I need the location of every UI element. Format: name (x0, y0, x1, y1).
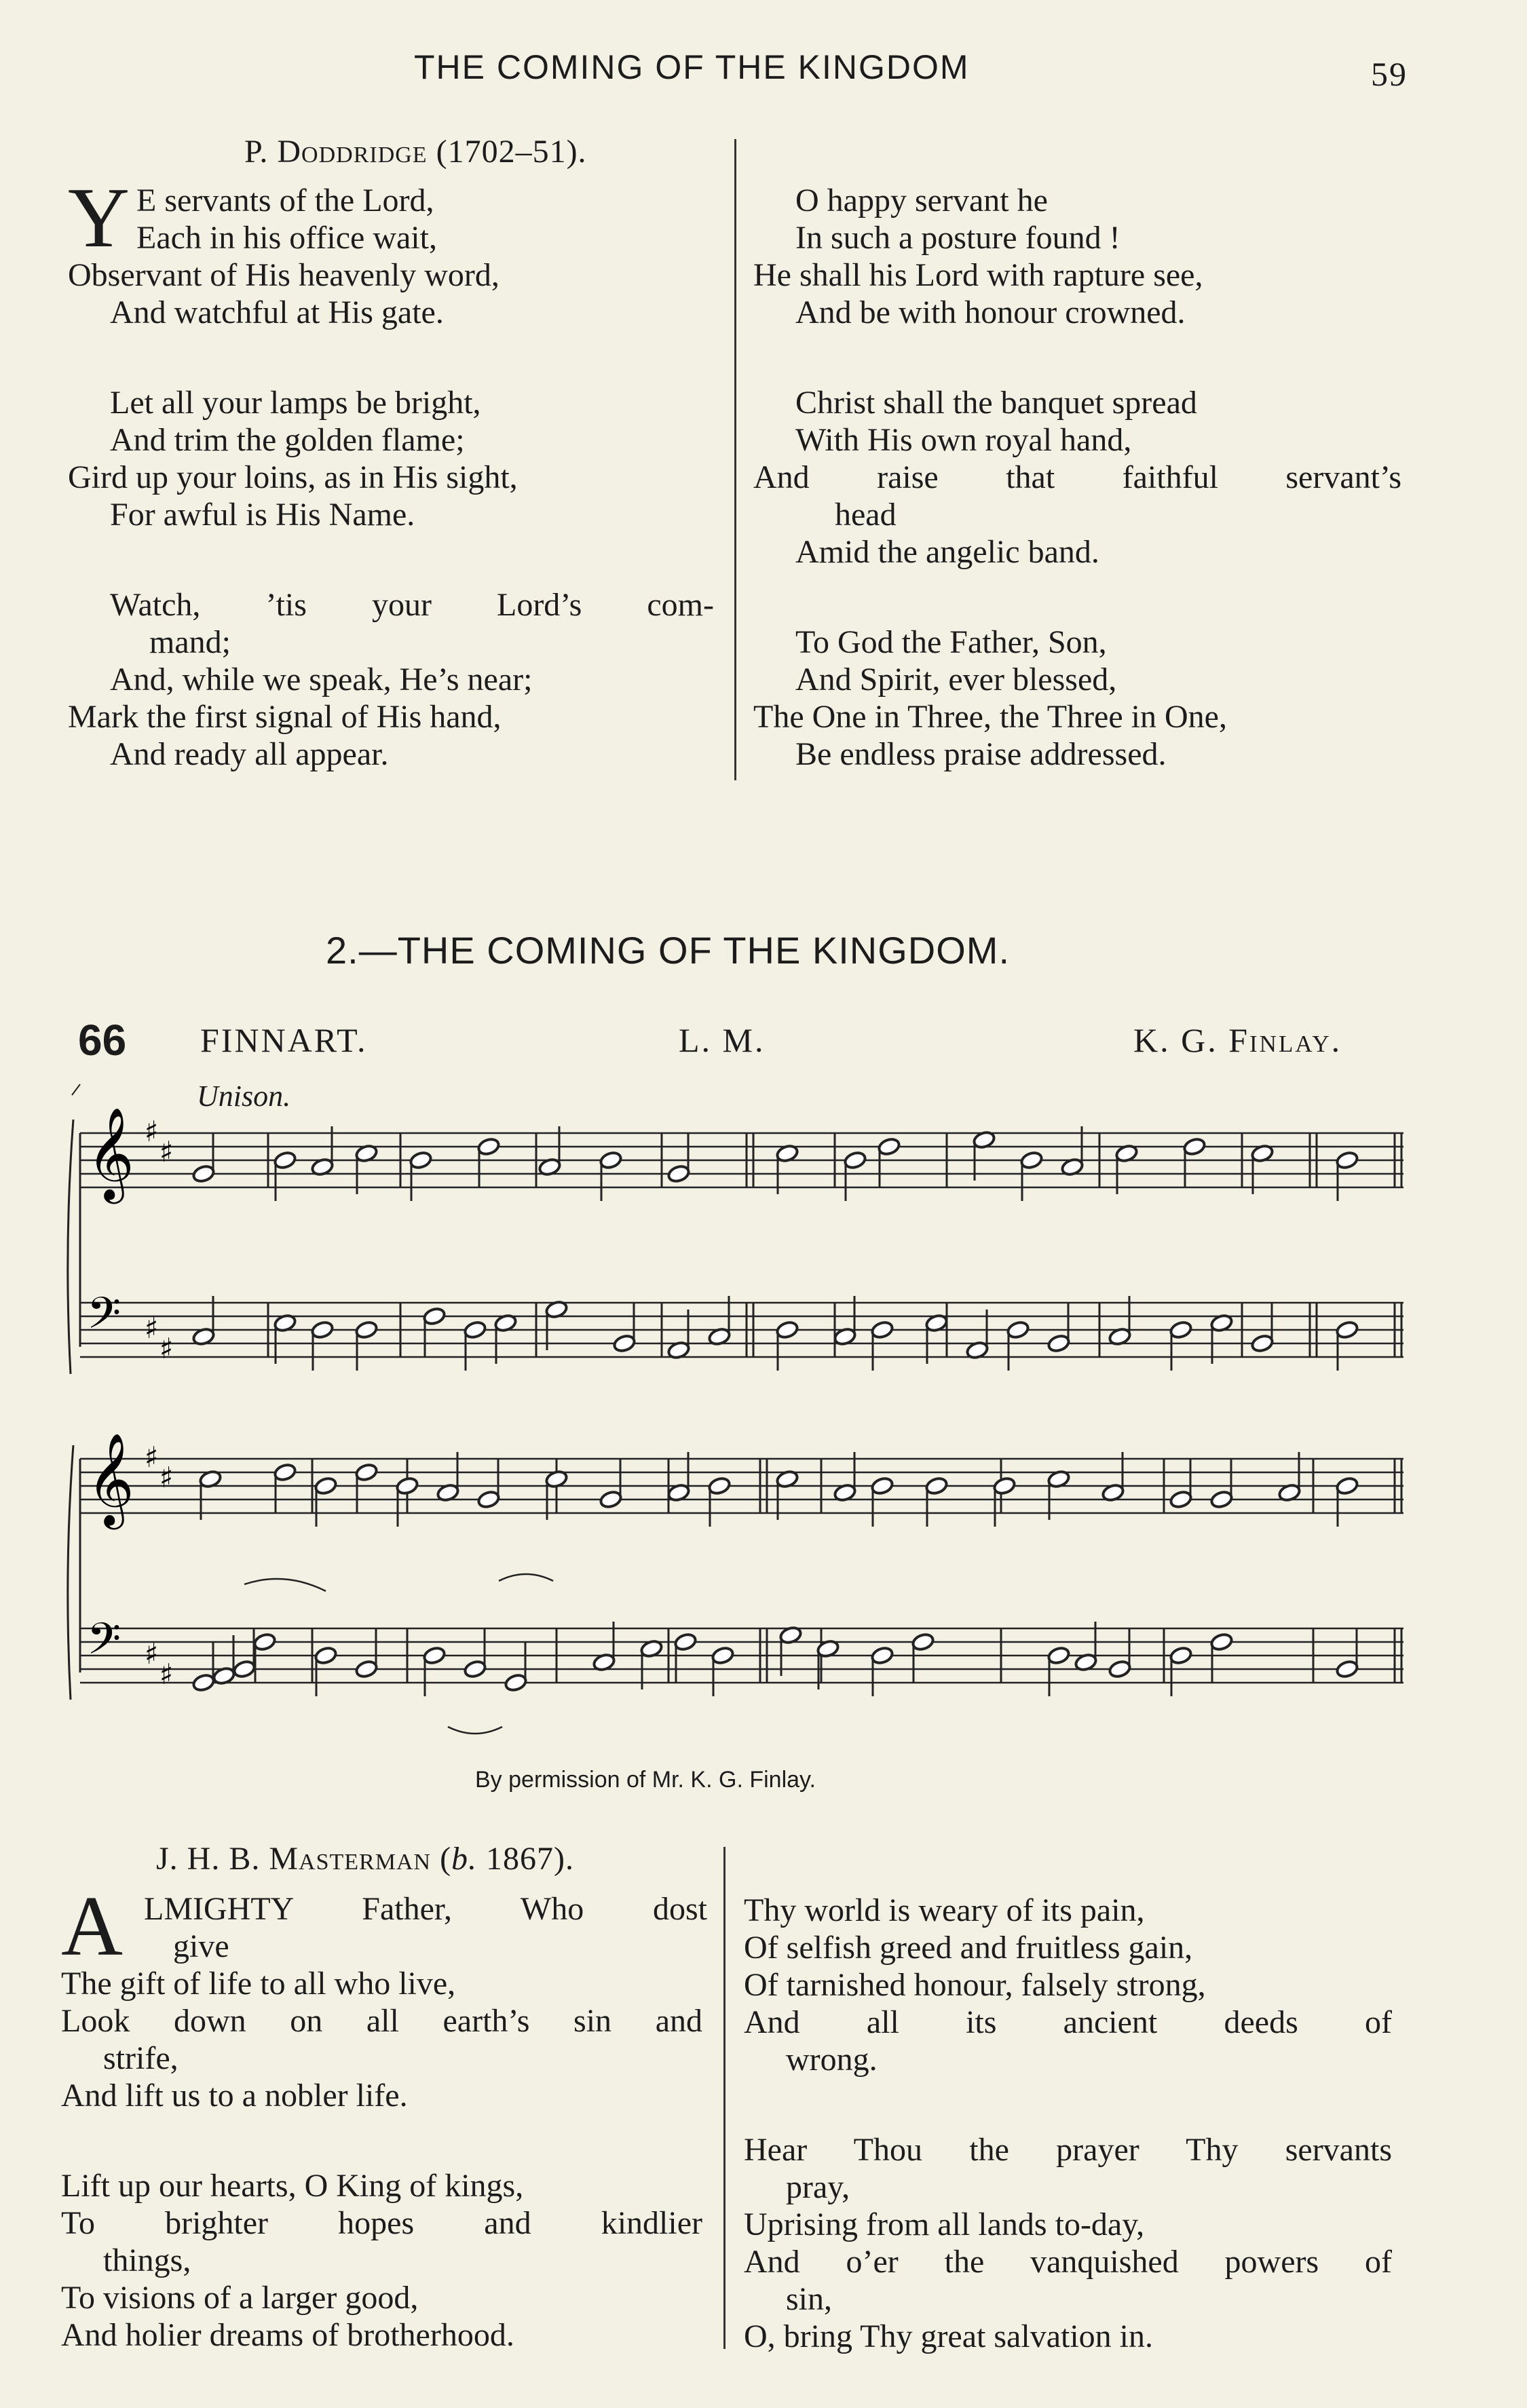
verse-line: Uprising from all lands to-day, (744, 2206, 1145, 2242)
verse-line: And raise that faithful servant’s (753, 459, 1401, 495)
note-head (1169, 1320, 1192, 1339)
hymn1-dropcap: Y (68, 171, 130, 265)
hymn2-dropcap: A (61, 1879, 123, 1974)
hymn2-author-name: J. H. B. Masterman (156, 1841, 432, 1877)
note-head (1006, 1320, 1030, 1339)
verse-line: For awful is His Name. (110, 497, 415, 533)
note-head (911, 1632, 935, 1651)
tie-mark (448, 1727, 502, 1734)
note-head (273, 1150, 297, 1170)
hymn2-author-year: 1867). (486, 1841, 575, 1877)
verse-line: And all its ancient deeds of (744, 2004, 1392, 2040)
note-head (354, 1659, 378, 1679)
note-head (1182, 1136, 1206, 1156)
verse-line: And Spirit, ever blessed, (795, 662, 1117, 697)
treble-clef: 𝄞 (87, 1432, 134, 1525)
note-head (599, 1489, 622, 1509)
key-signature-sharp: ♯ (159, 1135, 174, 1168)
note-head (877, 1136, 901, 1156)
note-head (310, 1320, 334, 1339)
verse-line: Look down on all earth’s sin and (61, 2003, 702, 2039)
note-head (504, 1673, 527, 1692)
verse-line: Of selfish greed and fruitless gain, (744, 1930, 1193, 1966)
verse-line: Watch, ’tis your Lord’s com- (110, 587, 714, 623)
verse-line: O happy servant he (795, 183, 1048, 218)
verse-line: In such a posture found ! (795, 220, 1120, 256)
key-signature-sharp: ♯ (145, 1312, 159, 1345)
hymn1-author-dates: (1702–51). (436, 134, 587, 170)
note-head (354, 1462, 378, 1482)
hymn2-left-column (61, 1879, 707, 2407)
hymn2-author: J. H. B. Masterman (b. 1867). (156, 1841, 575, 1877)
section-heading: 2.—THE COMING OF THE KINGDOM. (326, 929, 1011, 972)
permission-note: By permission of Mr. K. G. Finlay. (475, 1767, 816, 1793)
note-head (422, 1306, 446, 1326)
verse-line: Thy world is weary of its pain, (744, 1892, 1145, 1928)
note-head (599, 1150, 622, 1170)
note-head (870, 1320, 894, 1339)
note-head (1335, 1476, 1359, 1495)
note-head (314, 1645, 337, 1665)
verse-line: And, while we speak, He’s near; (110, 662, 533, 697)
note-head (476, 1136, 500, 1156)
verse-line: And watchful at His gate. (110, 294, 444, 330)
bracket-mark (72, 1084, 80, 1095)
note-head (1335, 1320, 1359, 1339)
verse-line: wrong. (786, 2042, 878, 2078)
note-head (1108, 1659, 1131, 1679)
key-signature-sharp: ♯ (145, 1440, 159, 1474)
verse-line: The gift of life to all who live, (61, 1966, 456, 2002)
verse-line: The One in Three, the Three in One, (753, 699, 1227, 735)
verse-line: Lift up our hearts, O King of kings, (61, 2168, 524, 2204)
note-head (1019, 1150, 1043, 1170)
tie-mark (499, 1574, 553, 1581)
verse-line: And holier dreams of brotherhood. (61, 2317, 514, 2353)
note-head (992, 1476, 1016, 1495)
verse-line: And o’er the vanquished powers of (744, 2244, 1392, 2280)
verse-line: With His own royal hand, (795, 422, 1132, 458)
note-head (354, 1320, 378, 1339)
verse-line: To visions of a larger good, (61, 2280, 419, 2316)
note-head (666, 1164, 690, 1183)
verse-line: To God the Father, Son, (795, 624, 1107, 660)
note-head (463, 1320, 487, 1339)
hymn1-author-name: P. Doddridge (244, 134, 428, 170)
verse-line: Of tarnished honour, falsely strong, (744, 1967, 1206, 2003)
note-head (1250, 1333, 1274, 1353)
key-signature-sharp: ♯ (159, 1332, 174, 1365)
tune-meter: L. M. (679, 1021, 766, 1059)
note-head (1335, 1150, 1359, 1170)
note-head (711, 1645, 734, 1665)
verse-line: Be endless praise addressed. (795, 736, 1167, 772)
verse-line: Observant of His heavenly word, (68, 257, 499, 293)
note-head (273, 1462, 297, 1482)
hymn2-stanza-3 (744, 1892, 1392, 2078)
note-head (409, 1150, 432, 1170)
key-signature-sharp: ♯ (159, 1461, 174, 1494)
note-head (612, 1333, 636, 1353)
performance-direction: Unison. (197, 1079, 291, 1113)
verse-line: And ready all appear. (110, 736, 389, 772)
verse-line: Mark the first signal of His hand, (68, 699, 502, 735)
verse-line: head (835, 497, 897, 533)
verse-line: O, bring Thy great salvation in. (744, 2318, 1153, 2354)
note-head (463, 1659, 487, 1679)
system-brace (68, 1120, 73, 1374)
verse-line: Hear Thou the prayer Thy servants (744, 2132, 1392, 2168)
note-head (1335, 1659, 1359, 1679)
verse-line: mand; (149, 624, 231, 660)
verse-line: Gird up your loins, as in His sight, (68, 459, 518, 495)
verse-line: And be with honour crowned. (795, 294, 1186, 330)
note-head (1209, 1489, 1233, 1509)
column-rule (723, 1847, 725, 2349)
tie-mark (244, 1579, 326, 1591)
hymn2-stanza-4 (744, 2131, 1392, 2355)
hymn2-stanza-2 (61, 2167, 706, 2354)
note-head (191, 1673, 215, 1692)
verse-line: And lift us to a nobler life. (61, 2078, 408, 2114)
hymn-number: 66 (78, 1016, 127, 1065)
note-head (232, 1659, 256, 1679)
treble-clef: 𝄞 (87, 1106, 134, 1200)
note-head (1169, 1489, 1192, 1509)
note-head (843, 1150, 867, 1170)
verse-line: He shall his Lord with rapture see, (753, 257, 1203, 293)
hymn2-right-column (744, 1892, 1392, 2408)
note-head (870, 1645, 894, 1665)
note-head (775, 1320, 799, 1339)
key-signature-sharp: ♯ (159, 1658, 174, 1691)
verse-line: Christ shall the banquet spread (795, 385, 1197, 421)
note-head (1047, 1645, 1070, 1665)
note-head (924, 1476, 948, 1495)
note-head (252, 1632, 276, 1651)
tune-name: FINNART. (200, 1021, 368, 1059)
page-number: 59 (1371, 55, 1408, 93)
verse-line: pray, (786, 2169, 850, 2205)
verse-line: give (173, 1928, 229, 1964)
verse-line: E servants of the Lord, (136, 183, 434, 218)
score-systems (68, 1084, 1403, 1734)
verse-line: LMIGHTY Father, Who dost (144, 1891, 707, 1927)
hymn2-stanza-1 (61, 1879, 707, 2114)
verse-line: Amid the angelic band. (795, 534, 1099, 570)
note-head (422, 1645, 446, 1665)
verse-line: strife, (103, 2040, 178, 2076)
note-head (314, 1476, 337, 1495)
verse-line: Each in his office wait, (136, 220, 437, 256)
note-head (1209, 1632, 1233, 1651)
bass-clef: 𝄢 (87, 1614, 121, 1675)
note-head (1047, 1333, 1070, 1353)
note-head (476, 1489, 500, 1509)
running-title: THE COMING OF THE KINGDOM (414, 48, 970, 86)
note-head (191, 1164, 215, 1183)
bass-clef: 𝄢 (87, 1288, 121, 1350)
note-head (673, 1632, 697, 1651)
note-head (395, 1476, 419, 1495)
key-signature-sharp: ♯ (145, 1637, 159, 1670)
system-brace (68, 1445, 73, 1700)
verse-line: Let all your lamps be bright, (110, 385, 481, 421)
hymn2-author-born: b. (451, 1841, 478, 1877)
tune-composer: K. G. Finlay. (1133, 1021, 1342, 1059)
key-signature-sharp: ♯ (145, 1115, 159, 1148)
note-head (870, 1476, 894, 1495)
note-head (1169, 1645, 1192, 1665)
verse-line: sin, (786, 2281, 833, 2317)
verse-line: And trim the golden flame; (110, 422, 465, 458)
verse-line: things, (103, 2242, 191, 2278)
verse-line: To brighter hopes and kindlier (61, 2205, 702, 2241)
note-head (707, 1476, 731, 1495)
